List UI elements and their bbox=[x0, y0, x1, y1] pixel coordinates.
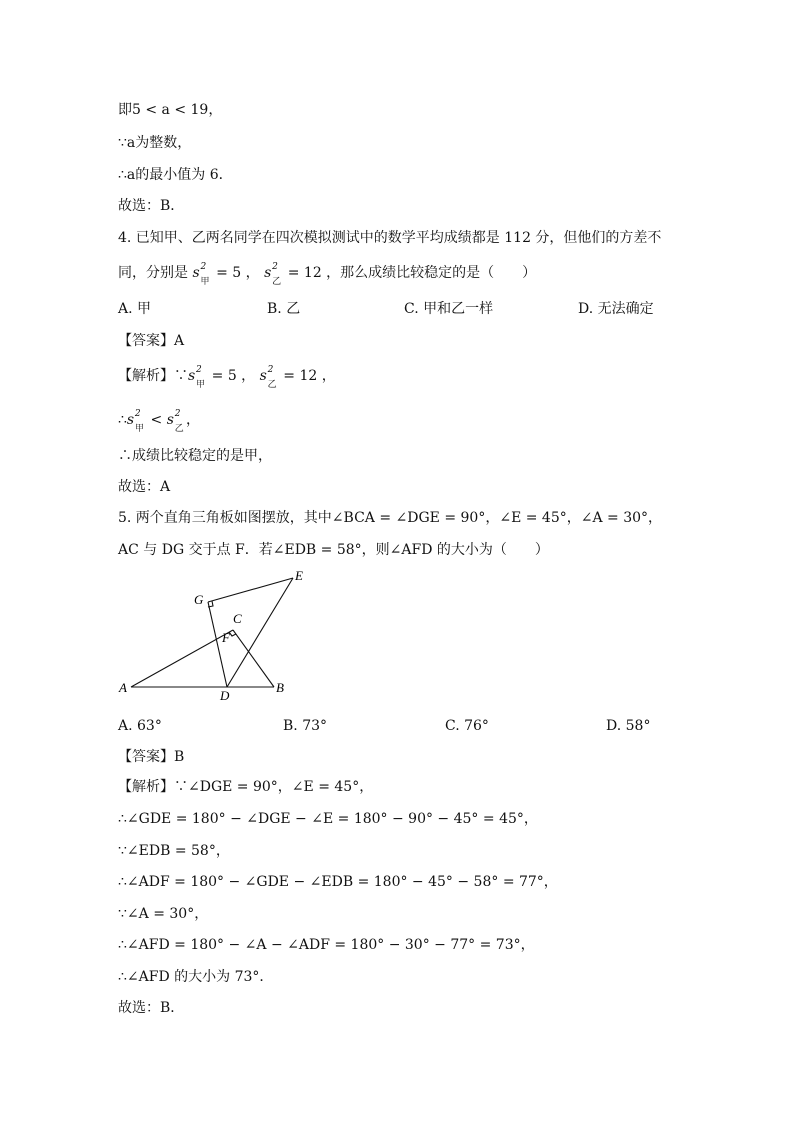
q5-option-a: A. 63° bbox=[118, 718, 162, 734]
q4-answer: 【答案】A bbox=[118, 333, 185, 349]
label-e: E bbox=[295, 568, 303, 583]
label-b: B bbox=[276, 680, 284, 695]
q5-step-3: ∵∠EDB = 58°， bbox=[118, 843, 230, 859]
q4-option-c: C. 甲和乙一样 bbox=[404, 301, 494, 317]
q4-option-a: A. 甲 bbox=[118, 301, 152, 317]
q5-step-8: 故选：B． bbox=[118, 1000, 185, 1016]
q4-conclusion: ∴成绩比较稳定的是甲， bbox=[118, 448, 272, 464]
q4-stem-suffix: = 12 ，那么成绩比较稳定的是（ ） bbox=[283, 265, 537, 281]
variance-jia-value: = 5 ， bbox=[211, 265, 260, 281]
q5-answer: 【答案】B bbox=[118, 749, 185, 765]
q5-step-5: ∵∠A = 30°， bbox=[118, 906, 209, 922]
q5-step-6: ∴∠AFD = 180° − ∠A − ∠ADF = 180° − 30° − 77° = 73°， bbox=[118, 937, 535, 953]
triangle-figure bbox=[110, 565, 320, 705]
q5-step-2: ∴∠GDE = 180° − ∠DGE − ∠E = 180° − 90° − 45° = 45°， bbox=[118, 811, 538, 827]
label-a: A bbox=[119, 680, 127, 695]
variance-yi: s 2 乙 bbox=[264, 262, 282, 287]
q4-option-d: D. 无法确定 bbox=[578, 301, 654, 317]
label-c: C bbox=[233, 611, 242, 626]
variance-jia: s 2 甲 bbox=[192, 262, 210, 287]
q5-stem-line-1: 5. 两个直角三角板如图摆放，其中∠BCA = ∠DGE = 90°，∠E = 45°，∠A = 30°， bbox=[118, 510, 663, 526]
q5-step-1: 【解析】∵∠DGE = 90°，∠E = 45°， bbox=[118, 779, 374, 795]
q5-step-7: ∴∠AFD 的大小为 73°． bbox=[118, 969, 274, 985]
q4-analysis-line-2: ∴s 2 甲 < s 2 乙 ， bbox=[118, 409, 200, 434]
q5-option-c: C. 76° bbox=[445, 718, 489, 734]
q5-option-b: B. 73° bbox=[283, 718, 328, 734]
prev-line-1: 即5 < a < 19， bbox=[118, 102, 223, 118]
q5-option-d: D. 58° bbox=[606, 718, 651, 734]
label-d: D bbox=[220, 688, 230, 703]
q4-stem-prefix: 同，分别是 bbox=[118, 265, 188, 281]
label-f: F bbox=[222, 630, 230, 645]
q4-choose: 故选：A bbox=[118, 479, 171, 495]
label-g: G bbox=[194, 592, 204, 607]
prev-line-4: 故选：B． bbox=[118, 198, 185, 214]
prev-line-2: ∵a为整数， bbox=[118, 135, 192, 151]
q5-step-4: ∴∠ADF = 180° − ∠GDE − ∠EDB = 180° − 45° − 58° = 77°， bbox=[118, 874, 558, 890]
q4-stem-line-2 bbox=[118, 262, 537, 287]
q4-analysis-line-1: 【解析】∵s 2 甲 = 5 ， s 2 乙 = 12 ， bbox=[118, 365, 336, 390]
q5-stem-line-2: AC 与 DG 交于点 F．若∠EDB = 58°，则∠AFD 的大小为（ ） bbox=[118, 542, 549, 558]
q4-stem-line-1: 4. 已知甲、乙两名同学在四次模拟测试中的数学平均成绩都是 112 分，但他们的方差不 bbox=[118, 230, 662, 246]
prev-line-3: ∴a的最小值为 6． bbox=[118, 167, 233, 183]
q4-option-b: B. 乙 bbox=[267, 301, 301, 317]
